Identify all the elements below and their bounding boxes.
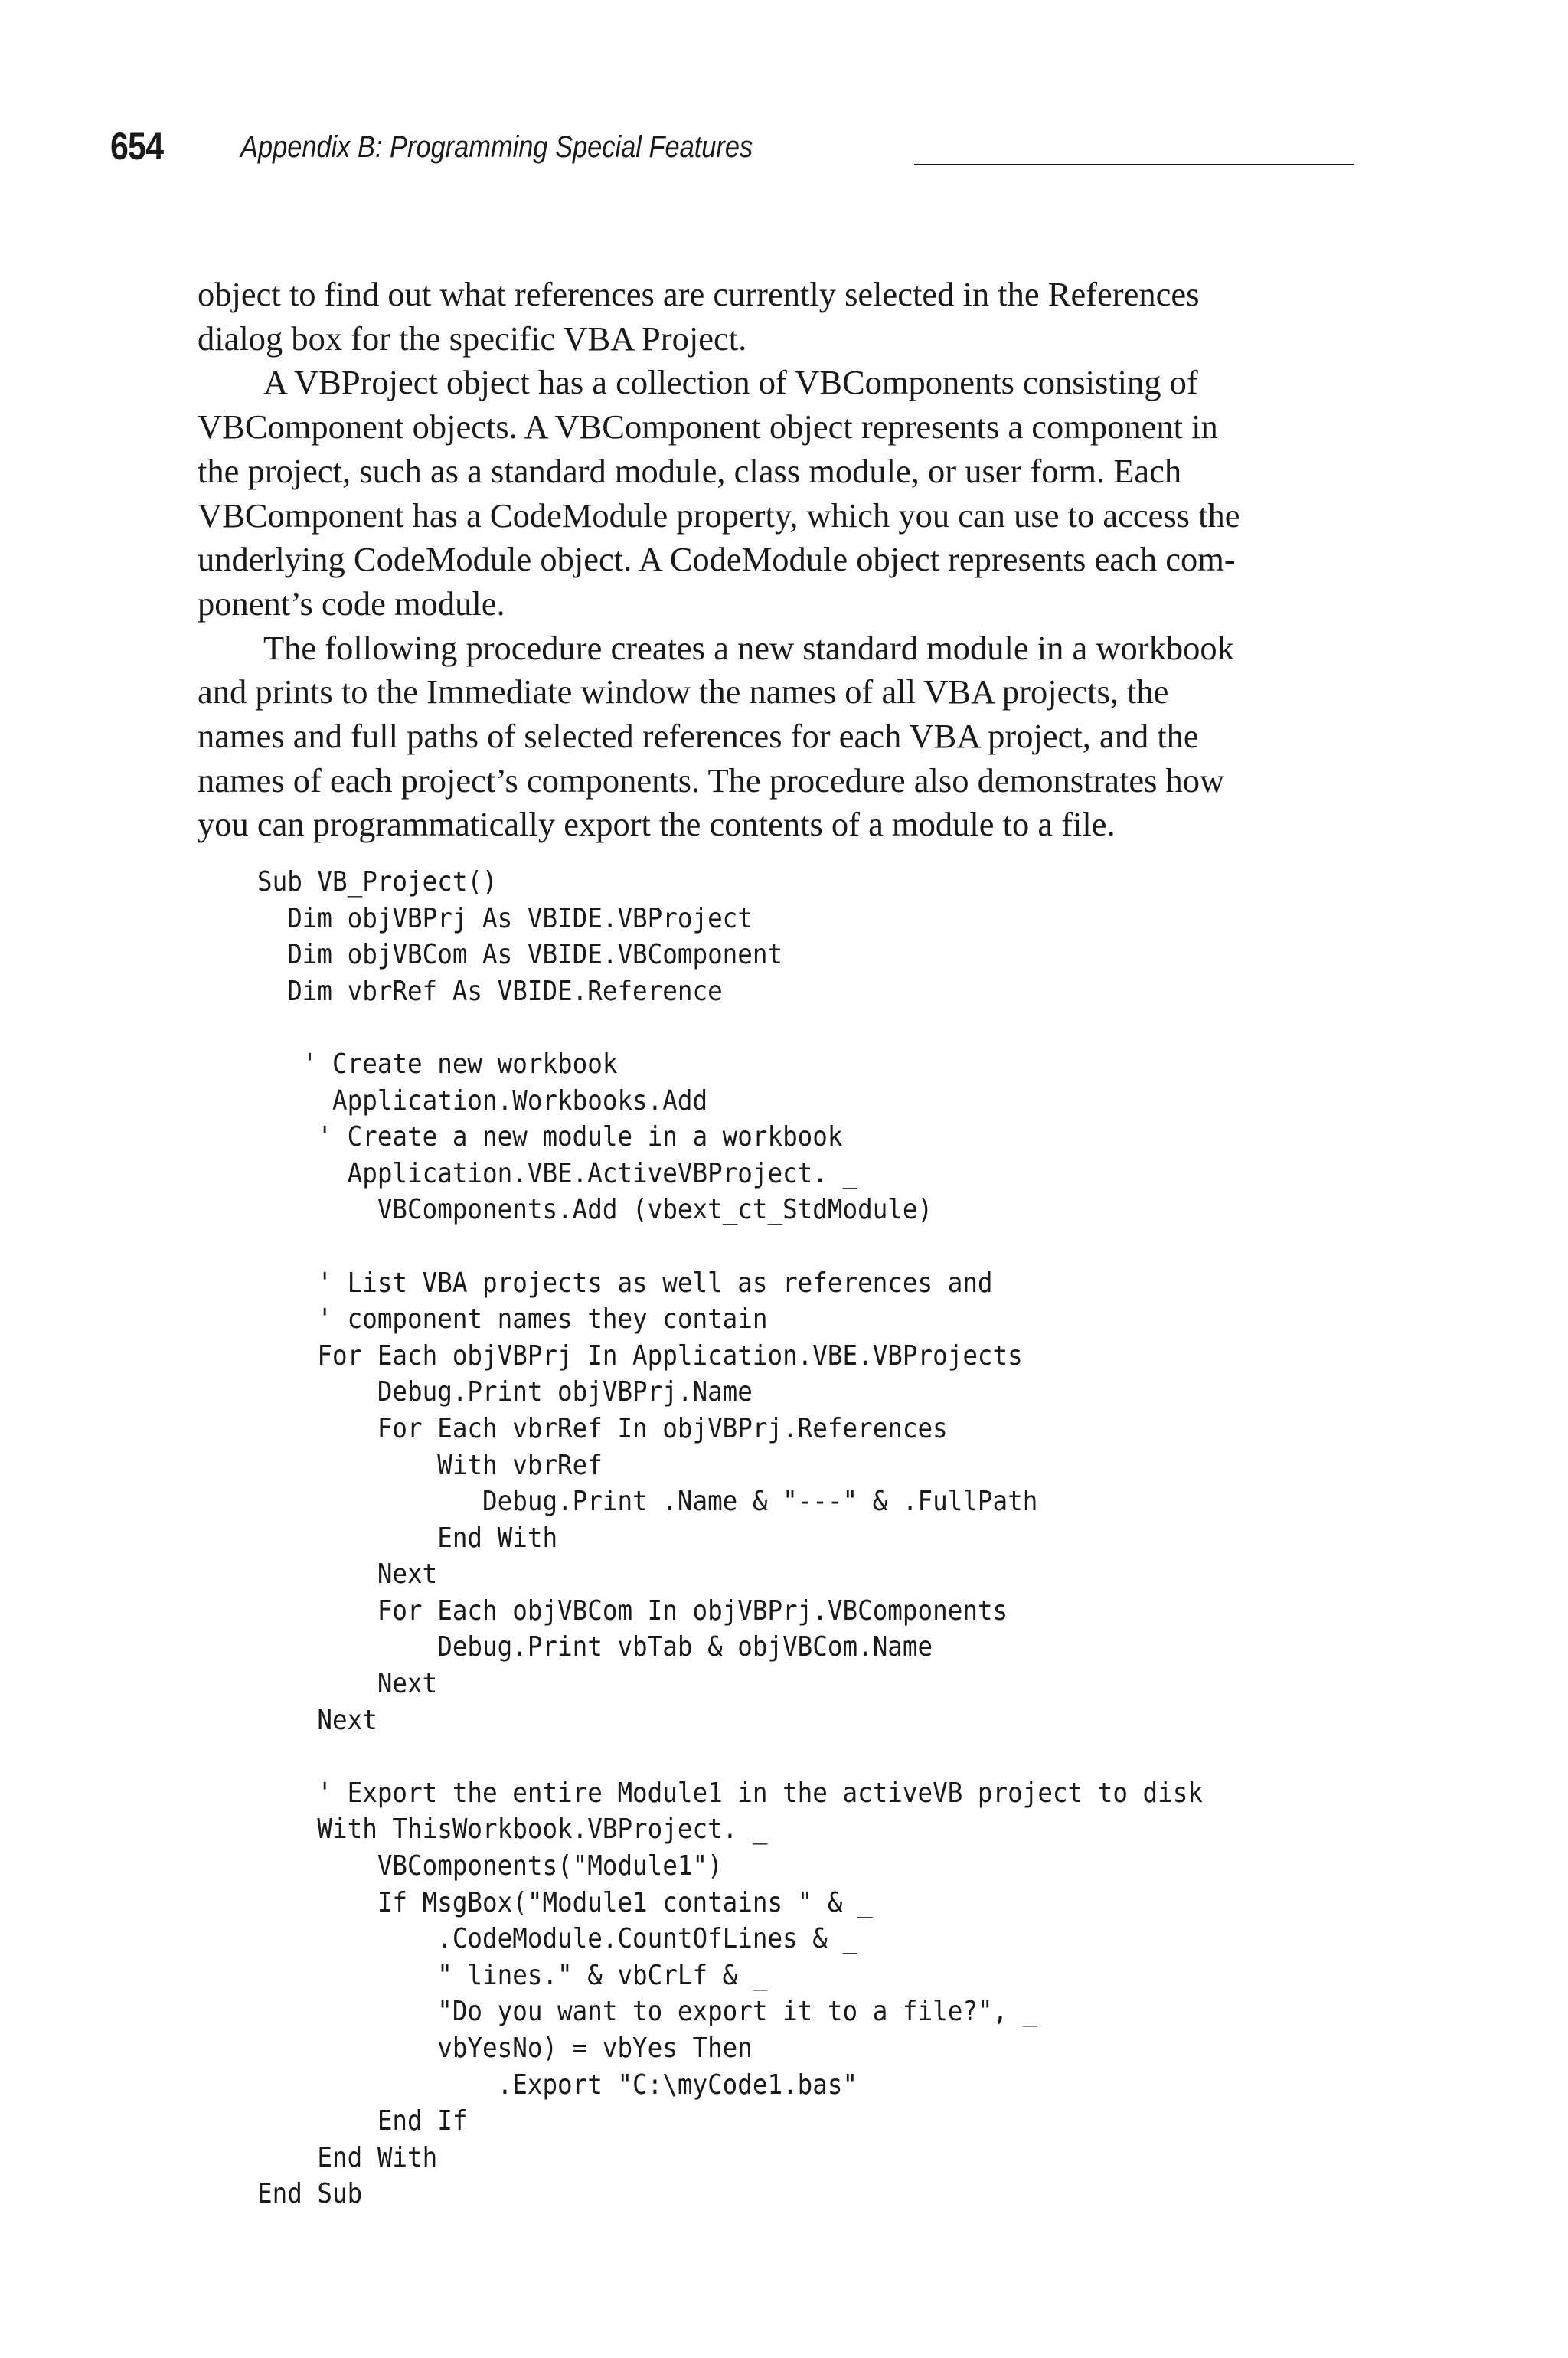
header-rule: [914, 164, 1354, 165]
code-line: Dim objVBPrj As VBIDE.VBProject: [257, 902, 753, 934]
code-line: ' Create a new module in a workbook: [257, 1121, 843, 1153]
body-text: [198, 273, 1357, 847]
code-line: Debug.Print .Name & "---" & .FullPath: [257, 1486, 1038, 1518]
code-line: End Sub: [257, 2178, 363, 2210]
running-head: Appendix B: Programming Special Features: [240, 130, 753, 164]
page-header: [110, 123, 1354, 170]
text-line: the project, such as a standard module, class module, or user form. Each: [198, 451, 1182, 490]
code-line: ' Create new workbook: [257, 1048, 618, 1080]
code-line: For Each vbrRef In objVBPrj.References: [257, 1412, 948, 1444]
code-line: For Each objVBCom In objVBPrj.VBComponents: [257, 1594, 1008, 1627]
paragraph: [198, 361, 1357, 626]
code-line: Dim vbrRef As VBIDE.Reference: [257, 975, 723, 1007]
code-line: Next: [257, 1704, 377, 1736]
code-line: VBComponents.Add (vbext_ct_StdModule): [257, 1194, 933, 1226]
text-line: underlying CodeModule object. A CodeModule object represents each com-: [198, 540, 1236, 579]
code-line: ' Export the entire Module1 in the activeVB project to disk: [257, 1777, 1203, 1809]
code-line: Next: [257, 1558, 438, 1591]
code-line: [257, 1228, 1203, 1265]
code-line: For Each objVBPrj In Application.VBE.VBProjects: [257, 1339, 1023, 1372]
code-line: VBComponents("Module1"): [257, 1850, 723, 1882]
text-line: A VBProject object has a collection of VBComponents consisting of: [263, 363, 1198, 402]
paragraph: [198, 626, 1357, 848]
code-line: Application.VBE.ActiveVBProject. _: [257, 1157, 858, 1189]
code-line: ' List VBA projects as well as references and: [257, 1267, 993, 1299]
code-line: Next: [257, 1668, 438, 1700]
code-line: Debug.Print vbTab & objVBCom.Name: [257, 1631, 933, 1663]
text-line: names of each project’s components. The procedure also demonstrates how: [198, 760, 1225, 800]
code-line: Debug.Print objVBPrj.Name: [257, 1376, 753, 1408]
code-line: .Export "C:\myCode1.bas": [257, 2069, 858, 2101]
text-line: VBComponent objects. A VBComponent object represents a component in: [198, 407, 1218, 446]
text-line: ponent’s code module.: [198, 584, 505, 623]
paragraph: [198, 273, 1357, 361]
code-line: End With: [257, 1522, 558, 1554]
code-line: Application.Workbooks.Add: [257, 1084, 708, 1117]
code-line: " lines." & vbCrLf & _: [257, 1959, 768, 1991]
text-line: and prints to the Immediate window the names of all VBA projects, the: [198, 672, 1169, 711]
code-line: With vbrRef: [257, 1449, 603, 1481]
code-line: [257, 1738, 1203, 1775]
code-line: End With: [257, 2141, 438, 2173]
page-number: 654: [110, 125, 164, 168]
text-line: object to find out what references are currently selected in the References: [198, 275, 1200, 313]
text-line: dialog box for the specific VBA Project.: [198, 319, 747, 358]
text-line: The following procedure creates a new standard module in a workbook: [263, 628, 1234, 667]
code-line: If MsgBox("Module1 contains " & _: [257, 1886, 873, 1918]
text-line: VBComponent has a CodeModule property, which you can use to access the: [198, 495, 1240, 535]
code-line: End If: [257, 2105, 468, 2137]
code-line: [257, 1009, 1203, 1046]
code-line: "Do you want to export it to a file?", _: [257, 1996, 1038, 2028]
code-line: Dim objVBCom As VBIDE.VBComponent: [257, 939, 783, 971]
text-line: you can programmatically export the contents of a module to a file.: [198, 805, 1116, 844]
code-line: vbYesNo) = vbYes Then: [257, 2033, 753, 2064]
code-line: .CodeModule.CountOfLines & _: [257, 1923, 858, 1955]
code-line: With ThisWorkbook.VBProject. _: [257, 1813, 768, 1846]
code-line: ' component names they contain: [257, 1303, 768, 1336]
text-line: names and full paths of selected references for each VBA project, and the: [198, 717, 1199, 756]
code-line: Sub VB_Project(): [257, 866, 498, 898]
code-listing: [257, 864, 1203, 2212]
